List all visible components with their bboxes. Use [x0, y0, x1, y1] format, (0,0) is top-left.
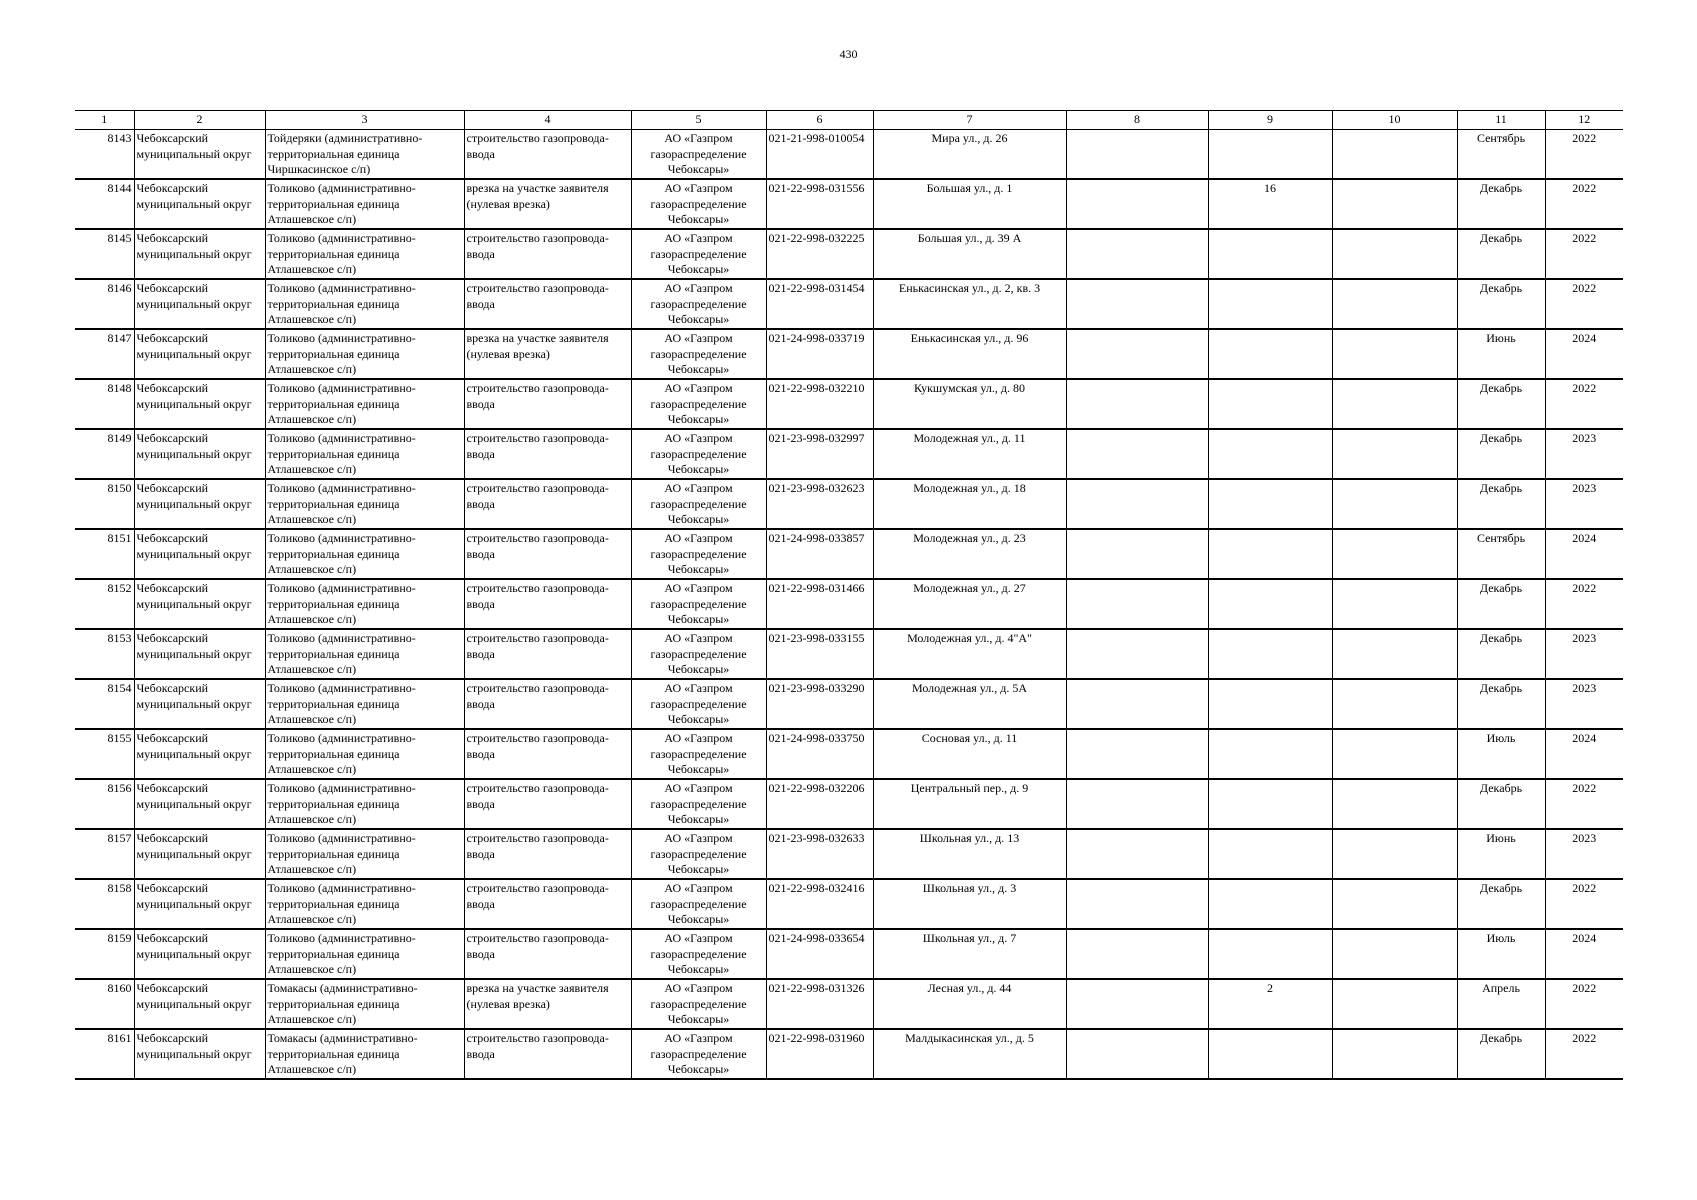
month-cell: Сентябрь	[1457, 130, 1545, 180]
column-9-cell	[1208, 229, 1332, 279]
district-cell: Чебоксарский муниципальный округ	[134, 329, 265, 379]
table-row	[75, 179, 1623, 229]
row-number: 8143	[75, 130, 134, 180]
table-row	[75, 229, 1623, 279]
organization-cell: АО «Газпром газораспределение Чебоксары»	[631, 779, 766, 829]
column-10-cell	[1332, 829, 1457, 879]
settlement-cell: Тойдеряки (административно-территориальная единица Чиршкасинское с/п)	[265, 130, 464, 180]
row-number: 8155	[75, 729, 134, 779]
organization-cell: АО «Газпром газораспределение Чебоксары»	[631, 829, 766, 879]
year-cell: 2024	[1545, 329, 1623, 379]
address-cell: Молодежная ул., д. 11	[873, 429, 1066, 479]
column-10-cell	[1332, 779, 1457, 829]
settlement-cell: Томакасы (административно-территориальная единица Атлашевское с/п)	[265, 979, 464, 1029]
organization-cell: АО «Газпром газораспределение Чебоксары»	[631, 229, 766, 279]
work-type-cell: врезка на участке заявителя (нулевая врезка)	[464, 179, 631, 229]
column-9-cell	[1208, 779, 1332, 829]
column-8-cell	[1066, 429, 1208, 479]
column-9-cell	[1208, 579, 1332, 629]
month-cell: Июнь	[1457, 829, 1545, 879]
column-10-cell	[1332, 529, 1457, 579]
table-row	[75, 829, 1623, 879]
application-number-cell: 021-22-998-031960	[766, 1029, 873, 1079]
district-cell: Чебоксарский муниципальный округ	[134, 379, 265, 429]
column-8-cell	[1066, 1029, 1208, 1079]
address-cell: Молодежная ул., д. 27	[873, 579, 1066, 629]
month-cell: Декабрь	[1457, 579, 1545, 629]
column-8-cell	[1066, 979, 1208, 1029]
work-type-cell: строительство газопровода-ввода	[464, 779, 631, 829]
column-10-cell	[1332, 429, 1457, 479]
column-9-cell	[1208, 130, 1332, 180]
table-row	[75, 729, 1623, 779]
address-cell: Молодежная ул., д. 18	[873, 479, 1066, 529]
month-cell: Декабрь	[1457, 429, 1545, 479]
column-8-cell	[1066, 629, 1208, 679]
column-10-cell	[1332, 579, 1457, 629]
table-row	[75, 130, 1623, 180]
settlement-cell: Толиково (административно-территориальная единица Атлашевское с/п)	[265, 929, 464, 979]
column-9-cell	[1208, 529, 1332, 579]
table-row	[75, 479, 1623, 529]
column-9-cell	[1208, 629, 1332, 679]
work-type-cell: строительство газопровода-ввода	[464, 379, 631, 429]
row-number: 8150	[75, 479, 134, 529]
settlement-cell: Толиково (административно-территориальная единица Атлашевское с/п)	[265, 829, 464, 879]
column-8-cell	[1066, 579, 1208, 629]
application-number-cell: 021-23-998-032623	[766, 479, 873, 529]
row-number: 8156	[75, 779, 134, 829]
address-cell: Малдыкасинская ул., д. 5	[873, 1029, 1066, 1079]
address-cell: Кукшумская ул., д. 80	[873, 379, 1066, 429]
address-cell: Енькасинская ул., д. 2, кв. 3	[873, 279, 1066, 329]
column-header: 12	[1545, 111, 1623, 130]
column-9-cell	[1208, 279, 1332, 329]
table-row	[75, 279, 1623, 329]
work-type-cell: строительство газопровода-ввода	[464, 829, 631, 879]
year-cell: 2023	[1545, 429, 1623, 479]
column-9-cell	[1208, 479, 1332, 529]
column-9-cell	[1208, 829, 1332, 879]
register-table	[75, 110, 1623, 1080]
column-9-cell	[1208, 379, 1332, 429]
column-8-cell	[1066, 130, 1208, 180]
work-type-cell: строительство газопровода-ввода	[464, 130, 631, 180]
column-9-cell: 2	[1208, 979, 1332, 1029]
work-type-cell: строительство газопровода-ввода	[464, 229, 631, 279]
district-cell: Чебоксарский муниципальный округ	[134, 429, 265, 479]
table-row	[75, 779, 1623, 829]
organization-cell: АО «Газпром газораспределение Чебоксары»	[631, 979, 766, 1029]
district-cell: Чебоксарский муниципальный округ	[134, 679, 265, 729]
column-9-cell	[1208, 329, 1332, 379]
column-10-cell	[1332, 879, 1457, 929]
district-cell: Чебоксарский муниципальный округ	[134, 629, 265, 679]
month-cell: Апрель	[1457, 979, 1545, 1029]
district-cell: Чебоксарский муниципальный округ	[134, 1029, 265, 1079]
row-number: 8158	[75, 879, 134, 929]
district-cell: Чебоксарский муниципальный округ	[134, 229, 265, 279]
settlement-cell: Толиково (административно-территориальная единица Атлашевское с/п)	[265, 779, 464, 829]
column-9-cell	[1208, 429, 1332, 479]
application-number-cell: 021-23-998-032633	[766, 829, 873, 879]
address-cell: Мира ул., д. 26	[873, 130, 1066, 180]
application-number-cell: 021-23-998-033290	[766, 679, 873, 729]
column-10-cell	[1332, 929, 1457, 979]
application-number-cell: 021-22-998-032210	[766, 379, 873, 429]
column-9-cell	[1208, 1029, 1332, 1079]
column-8-cell	[1066, 329, 1208, 379]
work-type-cell: строительство газопровода-ввода	[464, 479, 631, 529]
column-8-cell	[1066, 529, 1208, 579]
month-cell: Декабрь	[1457, 379, 1545, 429]
month-cell: Декабрь	[1457, 229, 1545, 279]
column-10-cell	[1332, 979, 1457, 1029]
district-cell: Чебоксарский муниципальный округ	[134, 579, 265, 629]
column-header: 6	[766, 111, 873, 130]
row-number: 8149	[75, 429, 134, 479]
work-type-cell: строительство газопровода-ввода	[464, 629, 631, 679]
table-header	[75, 111, 1623, 130]
address-cell: Школьная ул., д. 13	[873, 829, 1066, 879]
year-cell: 2022	[1545, 229, 1623, 279]
table-row	[75, 929, 1623, 979]
column-8-cell	[1066, 179, 1208, 229]
column-9-cell: 16	[1208, 179, 1332, 229]
application-number-cell: 021-23-998-032997	[766, 429, 873, 479]
column-8-cell	[1066, 929, 1208, 979]
row-number: 8144	[75, 179, 134, 229]
column-9-cell	[1208, 729, 1332, 779]
row-number: 8157	[75, 829, 134, 879]
application-number-cell: 021-24-998-033857	[766, 529, 873, 579]
address-cell: Центральный пер., д. 9	[873, 779, 1066, 829]
district-cell: Чебоксарский муниципальный округ	[134, 879, 265, 929]
year-cell: 2023	[1545, 629, 1623, 679]
application-number-cell: 021-24-998-033654	[766, 929, 873, 979]
row-number: 8153	[75, 629, 134, 679]
settlement-cell: Толиково (административно-территориальная единица Атлашевское с/п)	[265, 579, 464, 629]
table-row	[75, 429, 1623, 479]
month-cell: Сентябрь	[1457, 529, 1545, 579]
column-10-cell	[1332, 479, 1457, 529]
settlement-cell: Толиково (административно-территориальная единица Атлашевское с/п)	[265, 179, 464, 229]
page-number: 430	[839, 47, 858, 61]
district-cell: Чебоксарский муниципальный округ	[134, 529, 265, 579]
table-row	[75, 379, 1623, 429]
application-number-cell: 021-22-998-031466	[766, 579, 873, 629]
application-number-cell: 021-22-998-032225	[766, 229, 873, 279]
district-cell: Чебоксарский муниципальный округ	[134, 729, 265, 779]
application-number-cell: 021-22-998-031326	[766, 979, 873, 1029]
year-cell: 2022	[1545, 879, 1623, 929]
column-10-cell	[1332, 229, 1457, 279]
table-row	[75, 329, 1623, 379]
column-10-cell	[1332, 629, 1457, 679]
organization-cell: АО «Газпром газораспределение Чебоксары»	[631, 679, 766, 729]
work-type-cell: строительство газопровода-ввода	[464, 579, 631, 629]
year-cell: 2022	[1545, 179, 1623, 229]
work-type-cell: строительство газопровода-ввода	[464, 429, 631, 479]
organization-cell: АО «Газпром газораспределение Чебоксары»	[631, 929, 766, 979]
column-header: 1	[75, 111, 134, 130]
organization-cell: АО «Газпром газораспределение Чебоксары»	[631, 429, 766, 479]
settlement-cell: Толиково (административно-территориальная единица Атлашевское с/п)	[265, 629, 464, 679]
address-cell: Молодежная ул., д. 4"А"	[873, 629, 1066, 679]
month-cell: Декабрь	[1457, 1029, 1545, 1079]
organization-cell: АО «Газпром газораспределение Чебоксары»	[631, 1029, 766, 1079]
table-body	[75, 130, 1623, 1080]
work-type-cell: строительство газопровода-ввода	[464, 1029, 631, 1079]
column-10-cell	[1332, 679, 1457, 729]
column-9-cell	[1208, 879, 1332, 929]
column-10-cell	[1332, 130, 1457, 180]
application-number-cell: 021-22-998-031556	[766, 179, 873, 229]
organization-cell: АО «Газпром газораспределение Чебоксары»	[631, 729, 766, 779]
column-header: 8	[1066, 111, 1208, 130]
organization-cell: АО «Газпром газораспределение Чебоксары»	[631, 629, 766, 679]
row-number: 8161	[75, 1029, 134, 1079]
work-type-cell: врезка на участке заявителя (нулевая врезка)	[464, 979, 631, 1029]
year-cell: 2024	[1545, 929, 1623, 979]
column-header: 11	[1457, 111, 1545, 130]
address-cell: Школьная ул., д. 3	[873, 879, 1066, 929]
organization-cell: АО «Газпром газораспределение Чебоксары»	[631, 379, 766, 429]
table-row	[75, 879, 1623, 929]
table-row	[75, 629, 1623, 679]
month-cell: Декабрь	[1457, 879, 1545, 929]
district-cell: Чебоксарский муниципальный округ	[134, 179, 265, 229]
column-10-cell	[1332, 279, 1457, 329]
table-row	[75, 579, 1623, 629]
year-cell: 2022	[1545, 979, 1623, 1029]
column-header: 10	[1332, 111, 1457, 130]
column-10-cell	[1332, 179, 1457, 229]
district-cell: Чебоксарский муниципальный округ	[134, 829, 265, 879]
organization-cell: АО «Газпром газораспределение Чебоксары»	[631, 529, 766, 579]
year-cell: 2022	[1545, 779, 1623, 829]
address-cell: Лесная ул., д. 44	[873, 979, 1066, 1029]
column-8-cell	[1066, 779, 1208, 829]
year-cell: 2024	[1545, 529, 1623, 579]
application-number-cell: 021-21-998-010054	[766, 130, 873, 180]
address-cell: Енькасинская ул., д. 96	[873, 329, 1066, 379]
column-9-cell	[1208, 679, 1332, 729]
column-header: 2	[134, 111, 265, 130]
row-number: 8145	[75, 229, 134, 279]
application-number-cell: 021-22-998-032416	[766, 879, 873, 929]
table-row	[75, 979, 1623, 1029]
settlement-cell: Толиково (административно-территориальная единица Атлашевское с/п)	[265, 429, 464, 479]
column-8-cell	[1066, 229, 1208, 279]
column-10-cell	[1332, 729, 1457, 779]
district-cell: Чебоксарский муниципальный округ	[134, 279, 265, 329]
column-header: 9	[1208, 111, 1332, 130]
column-8-cell	[1066, 379, 1208, 429]
row-number: 8151	[75, 529, 134, 579]
address-cell: Сосновая ул., д. 11	[873, 729, 1066, 779]
settlement-cell: Толиково (административно-территориальная единица Атлашевское с/п)	[265, 879, 464, 929]
address-cell: Молодежная ул., д. 23	[873, 529, 1066, 579]
column-8-cell	[1066, 479, 1208, 529]
month-cell: Июль	[1457, 729, 1545, 779]
column-8-cell	[1066, 729, 1208, 779]
column-9-cell	[1208, 929, 1332, 979]
row-number: 8147	[75, 329, 134, 379]
district-cell: Чебоксарский муниципальный округ	[134, 979, 265, 1029]
month-cell: Июнь	[1457, 329, 1545, 379]
address-cell: Большая ул., д. 39 А	[873, 229, 1066, 279]
work-type-cell: строительство газопровода-ввода	[464, 879, 631, 929]
column-header: 4	[464, 111, 631, 130]
year-cell: 2022	[1545, 130, 1623, 180]
column-8-cell	[1066, 879, 1208, 929]
work-type-cell: строительство газопровода-ввода	[464, 929, 631, 979]
district-cell: Чебоксарский муниципальный округ	[134, 779, 265, 829]
column-10-cell	[1332, 329, 1457, 379]
row-number: 8160	[75, 979, 134, 1029]
year-cell: 2022	[1545, 379, 1623, 429]
year-cell: 2022	[1545, 1029, 1623, 1079]
district-cell: Чебоксарский муниципальный округ	[134, 479, 265, 529]
district-cell: Чебоксарский муниципальный округ	[134, 130, 265, 180]
organization-cell: АО «Газпром газораспределение Чебоксары»	[631, 879, 766, 929]
address-cell: Большая ул., д. 1	[873, 179, 1066, 229]
district-cell: Чебоксарский муниципальный округ	[134, 929, 265, 979]
settlement-cell: Толиково (административно-территориальная единица Атлашевское с/п)	[265, 379, 464, 429]
month-cell: Декабрь	[1457, 279, 1545, 329]
header-row	[75, 111, 1623, 130]
work-type-cell: строительство газопровода-ввода	[464, 279, 631, 329]
address-cell: Молодежная ул., д. 5А	[873, 679, 1066, 729]
settlement-cell: Толиково (административно-территориальная единица Атлашевское с/п)	[265, 729, 464, 779]
organization-cell: АО «Газпром газораспределение Чебоксары»	[631, 479, 766, 529]
month-cell: Декабрь	[1457, 779, 1545, 829]
organization-cell: АО «Газпром газораспределение Чебоксары»	[631, 130, 766, 180]
application-number-cell: 021-24-998-033750	[766, 729, 873, 779]
column-8-cell	[1066, 679, 1208, 729]
work-type-cell: строительство газопровода-ввода	[464, 679, 631, 729]
organization-cell: АО «Газпром газораспределение Чебоксары»	[631, 179, 766, 229]
table-row	[75, 1029, 1623, 1079]
work-type-cell: строительство газопровода-ввода	[464, 529, 631, 579]
settlement-cell: Толиково (административно-территориальная единица Атлашевское с/п)	[265, 279, 464, 329]
row-number: 8154	[75, 679, 134, 729]
settlement-cell: Толиково (административно-территориальная единица Атлашевское с/п)	[265, 329, 464, 379]
year-cell: 2022	[1545, 279, 1623, 329]
year-cell: 2022	[1545, 579, 1623, 629]
organization-cell: АО «Газпром газораспределение Чебоксары»	[631, 329, 766, 379]
settlement-cell: Толиково (административно-территориальная единица Атлашевское с/п)	[265, 529, 464, 579]
table-row	[75, 529, 1623, 579]
month-cell: Декабрь	[1457, 629, 1545, 679]
row-number: 8159	[75, 929, 134, 979]
application-number-cell: 021-22-998-032206	[766, 779, 873, 829]
application-number-cell: 021-22-998-031454	[766, 279, 873, 329]
column-header: 7	[873, 111, 1066, 130]
month-cell: Декабрь	[1457, 179, 1545, 229]
column-8-cell	[1066, 829, 1208, 879]
month-cell: Декабрь	[1457, 679, 1545, 729]
month-cell: Декабрь	[1457, 479, 1545, 529]
column-10-cell	[1332, 379, 1457, 429]
settlement-cell: Толиково (административно-территориальная единица Атлашевское с/п)	[265, 679, 464, 729]
organization-cell: АО «Газпром газораспределение Чебоксары»	[631, 279, 766, 329]
year-cell: 2023	[1545, 479, 1623, 529]
month-cell: Июль	[1457, 929, 1545, 979]
address-cell: Школьная ул., д. 7	[873, 929, 1066, 979]
settlement-cell: Толиково (административно-территориальная единица Атлашевское с/п)	[265, 479, 464, 529]
column-10-cell	[1332, 1029, 1457, 1079]
settlement-cell: Толиково (административно-территориальная единица Атлашевское с/п)	[265, 229, 464, 279]
row-number: 8152	[75, 579, 134, 629]
column-header: 5	[631, 111, 766, 130]
table-row	[75, 679, 1623, 729]
year-cell: 2024	[1545, 729, 1623, 779]
row-number: 8148	[75, 379, 134, 429]
application-number-cell: 021-24-998-033719	[766, 329, 873, 379]
year-cell: 2023	[1545, 679, 1623, 729]
column-header: 3	[265, 111, 464, 130]
application-number-cell: 021-23-998-033155	[766, 629, 873, 679]
organization-cell: АО «Газпром газораспределение Чебоксары»	[631, 579, 766, 629]
row-number: 8146	[75, 279, 134, 329]
year-cell: 2023	[1545, 829, 1623, 879]
work-type-cell: строительство газопровода-ввода	[464, 729, 631, 779]
work-type-cell: врезка на участке заявителя (нулевая врезка)	[464, 329, 631, 379]
settlement-cell: Томакасы (административно-территориальная единица Атлашевское с/п)	[265, 1029, 464, 1079]
column-8-cell	[1066, 279, 1208, 329]
